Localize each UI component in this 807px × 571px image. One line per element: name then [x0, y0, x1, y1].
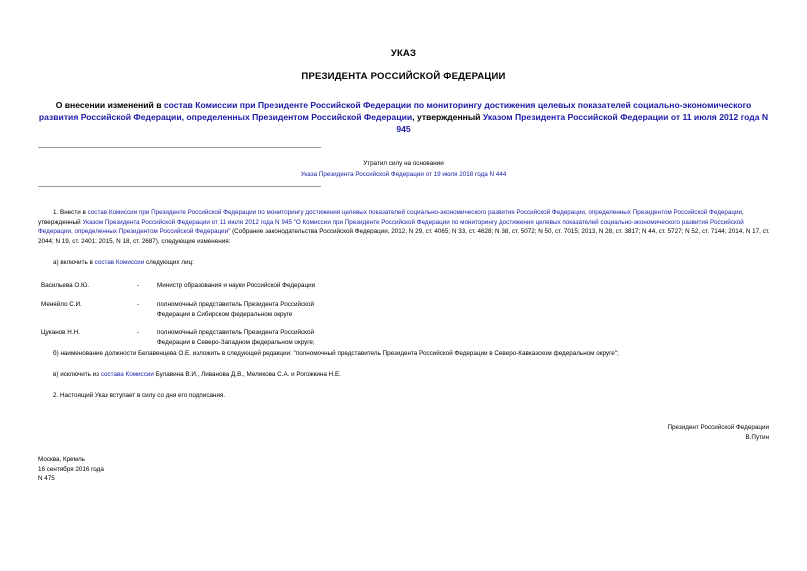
status-link-repeal-decree[interactable]: Указа Президента Российской Федерации от 19 июля 2018 года N 444 — [300, 170, 507, 178]
signature-block — [500, 423, 769, 442]
issue-date: 16 сентября 2016 года — [38, 465, 104, 473]
issue-details — [38, 455, 238, 484]
item-a: а) включить в состав Комиссии следующих лиц: — [53, 259, 194, 266]
signatory-position: Президент Российской Федерации — [667, 424, 769, 431]
title-link-decree[interactable]: Указом Президента Российской Федерации от 11 июля 2012 года N 945 — [396, 112, 769, 134]
issue-number: N 475 — [38, 475, 55, 482]
paragraph-1: 1. Внести в состав Комиссии при Президенте Российской Федерации по мониторингу достижения целевых показателей социально-экономического развития Российской Федерации, определенных Президентом Российской Федерации, утвержденный Указом Президента Российской Федерации от 11 июля 2012 года N 945 "О Комиссии при Президенте Российской Федерации по мониторингу достижения целевых показателей социально-экономического развития Российской Федерации, определенных Президентом Российской Федерации" (Собрание законодательства Российской Федерации, 2012, N 29, ст. 4065; N 33, ст. 4628; N 38, ст. 5072; N 50, ст. 7015; 2013, N 28, ст. 3817; N 44, ст. 5727; N 52, ст. 7144; 2014, N 17, ст. 2044; N 19, ст. 2401; 2015, N 18, ст. 2687), следующие изменения: — [38, 209, 770, 245]
person-role: Министр образования и науки Российской Федерации — [157, 282, 316, 289]
item-a-link-commission[interactable]: состав Комиссии — [94, 259, 145, 266]
person-role: полномочный представитель Президента Российской Федерации в Северо-Западном федеральном округе; — [157, 329, 315, 346]
p1-link-decree[interactable]: Указом Президента Российской Федерации от 11 июля 2012 года N 945 "О Комиссии при Президенте Российской Федерации по мониторингу достижения целевых показателей социально-экономического развития Российской Федерации, определенных Президентом Российской Федерации" — [38, 218, 744, 235]
person-name: Меняйло С.И. — [41, 301, 82, 308]
decree-heading: УКАЗ — [390, 48, 417, 59]
title-middle: , утвержденный — [412, 112, 483, 122]
person-role: полномочный представитель Президента Российской Федерации в Сибирском федеральном округе — [157, 301, 315, 318]
divider-bottom — [38, 186, 321, 187]
signatory-name: В.Путин — [745, 433, 769, 441]
person-name: Васильева О.Ю. — [41, 282, 90, 289]
paragraph-2: 2. Настоящий Указ вступает в силу со дня его подписания. — [53, 392, 226, 399]
person-dash: - — [137, 282, 140, 289]
person-name: Цуканов Н.Н. — [41, 329, 80, 336]
item-v: в) исключить из состава Комиссии Булавина В.И., Ливанова Д.В., Меликова С.А. и Рогожкина Н.Е. — [53, 371, 341, 378]
issuer-heading: ПРЕЗИДЕНТА РОССИЙСКОЙ ФЕДЕРАЦИИ — [301, 71, 506, 82]
status-line: Утратил силу на основании — [363, 160, 444, 167]
title-prefix: О внесении изменений в — [55, 100, 164, 110]
person-dash: - — [137, 329, 140, 336]
status-note — [0, 159, 807, 179]
divider-top — [38, 147, 321, 148]
title-link-commission[interactable]: состав Комиссии при Президенте Российской Федерации по мониторингу достижения целевых показателей социально-экономического развития Российской Федерации, определенных Президентом Российской Федерации — [38, 100, 752, 122]
p1-link-commission[interactable]: состав Комиссии при Президенте Российской Федерации по мониторингу достижения целевых показателей социально-экономического развития Российской Федерации, определенных Президентом Российской Федерации — [87, 209, 743, 216]
person-dash: - — [137, 301, 140, 308]
issue-place: Москва, Кремль — [38, 456, 85, 463]
document-title — [36, 99, 771, 135]
item-v-link-commission[interactable]: состава Комиссии — [100, 371, 154, 378]
item-b: б) наименование должности Белавенцева О.Е. изложить в следующей редакции: "полномочный представитель Президента Российской Федерации в Северо-Кавказском федеральном округе"; — [53, 350, 619, 357]
